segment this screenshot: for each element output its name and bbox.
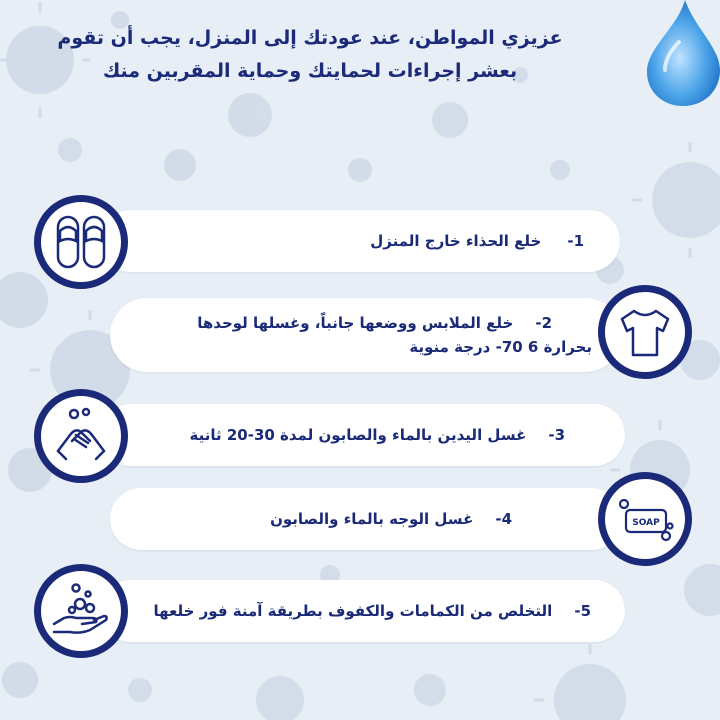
- step-3-card: [100, 404, 625, 466]
- step-4-number: 4-: [495, 510, 512, 528]
- slippers-icon: [50, 211, 112, 273]
- step-4-icon-circle: [598, 472, 692, 566]
- tshirt-icon: [614, 301, 676, 363]
- step-3-text: غسل اليدين بالماء والصابون لمدة 30-20 ثانية: [189, 426, 527, 444]
- step-4-card: [110, 488, 622, 550]
- step-3-icon-circle: [34, 389, 128, 483]
- step-2-card: [110, 298, 622, 372]
- step-2-line-1-row: [197, 311, 552, 335]
- step-1-number: 1-: [567, 232, 584, 250]
- step-5-number: 5-: [574, 602, 591, 620]
- hand-bubbles-icon: [50, 580, 112, 642]
- step-2-text-line-2: بحرارة 6 70- درجة منوية: [409, 338, 592, 356]
- step-2-number: 2-: [535, 314, 552, 332]
- soap-label: SOAP: [632, 518, 660, 528]
- water-drop-icon: [625, 0, 720, 110]
- step-3-number: 3-: [548, 426, 565, 444]
- washing-hands-icon: [50, 405, 112, 467]
- step-4-text: غسل الوجه بالماء والصابون: [270, 510, 474, 528]
- step-5-text: التخلص من الكمامات والكفوف بطريقة آمنة فور خلعها: [153, 602, 553, 620]
- step-5-card: [100, 580, 625, 642]
- step-1-icon-circle: [34, 195, 128, 289]
- soap-icon: [614, 488, 676, 550]
- page-title: [30, 22, 590, 88]
- title-line-2: بعشر إجراءات لحمايتك وحماية المقربين منك: [102, 60, 518, 82]
- step-1-card: [100, 210, 620, 272]
- title-line-1: عزيزي المواطن، عند عودتك إلى المنزل، يجب أن تقوم: [57, 27, 563, 49]
- step-2-icon-circle: [598, 285, 692, 379]
- step-1-text: خلع الحذاء خارج المنزل: [370, 232, 542, 250]
- step-2-text-line-1: خلع الملابس ووضعها جانباً، وغسلها لوحدها: [197, 314, 514, 332]
- step-5-icon-circle: [34, 564, 128, 658]
